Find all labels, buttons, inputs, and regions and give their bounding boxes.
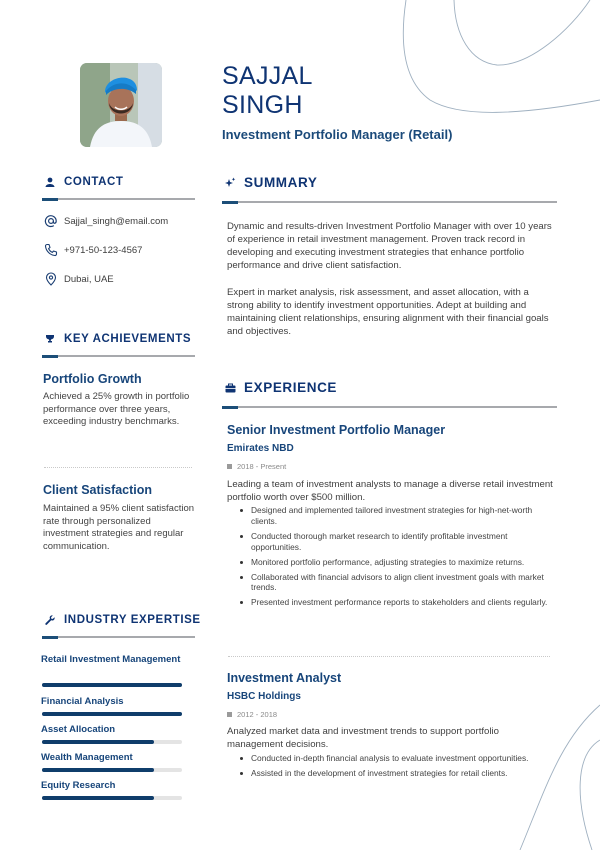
skill-bar-fill — [42, 768, 154, 772]
phone-icon — [44, 243, 58, 257]
contact-heading-label: CONTACT — [64, 176, 124, 188]
at-sign-icon — [44, 214, 58, 228]
achievement-description: Maintained a 95% client satisfaction rate through personalized investment strategies and regular communication. — [43, 503, 195, 552]
job-title: Investment Analyst — [227, 671, 342, 685]
job-bullet: Assisted in the development of investment strategies for retail clients. — [238, 768, 548, 779]
achievement-title: Client Satisfaction — [43, 483, 153, 497]
location-text: Dubai, UAE — [64, 273, 114, 285]
job-bullet: Presented investment performance reports to stakeholders and clients regularly. — [238, 597, 548, 608]
job-bullet: Conducted thorough market research to identify profitable investment opportunities. — [238, 531, 548, 553]
skill-label: Retail Investment Management — [41, 654, 181, 665]
job-bullet-list — [238, 505, 548, 612]
wrench-icon — [44, 614, 56, 626]
job-bullet: Monitored portfolio performance, adjusting strategies to maximize returns. — [238, 557, 548, 568]
profile-photo — [80, 63, 162, 147]
achievements-divider — [42, 355, 195, 357]
job-bullet: Collaborated with financial advisors to align client investment goals with market trends. — [238, 572, 548, 594]
last-name: SINGH — [222, 91, 303, 119]
sparkle-icon — [224, 177, 236, 189]
skill-bar — [42, 768, 182, 772]
job-description: Analyzed market data and investment trends to support portfolio management decisions. — [227, 726, 499, 750]
contact-location — [44, 272, 114, 286]
skill-label: Wealth Management — [41, 752, 133, 763]
achievement-title: Portfolio Growth — [43, 372, 142, 386]
job-bullet-list — [238, 753, 548, 783]
skill-bar — [42, 683, 182, 687]
summary-heading — [224, 175, 317, 190]
email-text: Sajjal_singh@email.com — [64, 215, 169, 227]
skill-label: Asset Allocation — [41, 724, 116, 735]
first-name: SAJJAL — [222, 62, 313, 90]
contact-heading — [44, 176, 124, 188]
location-pin-icon — [44, 272, 58, 286]
contact-email[interactable] — [44, 214, 168, 228]
experience-divider — [222, 406, 557, 408]
job-bullet: Conducted in-depth financial analysis to evaluate investment opportunities. — [238, 753, 548, 764]
trophy-icon — [44, 333, 56, 345]
summary-divider — [222, 201, 557, 203]
expertise-heading — [44, 614, 201, 626]
experience-heading-label: EXPERIENCE — [244, 380, 338, 395]
summary-heading-label: SUMMARY — [244, 175, 318, 190]
candidate-name — [222, 62, 313, 120]
skill-label: Equity Research — [41, 780, 116, 791]
briefcase-icon — [224, 382, 236, 394]
contact-phone[interactable] — [44, 243, 142, 257]
job-title-headline: Investment Portfolio Manager (Retail) — [222, 127, 453, 142]
job-dates-text: 2018 - Present — [237, 462, 287, 471]
achievement-description: Achieved a 25% growth in portfolio performance over three years, exceeding industry benchmarks. — [43, 391, 190, 427]
person-icon — [44, 176, 56, 188]
job-company: HSBC Holdings — [227, 691, 301, 702]
calendar-icon — [227, 464, 232, 469]
skill-label: Financial Analysis — [41, 696, 124, 707]
summary-paragraph: Dynamic and results-driven Investment Portfolio Manager with over 10 years of experience in retail investment management. Proven track record in developing and executing investment strategies that enhance portfolio performance and drive client satisfaction. — [227, 221, 552, 271]
skill-bar-fill — [42, 712, 182, 716]
job-dates — [227, 710, 277, 719]
contact-divider — [42, 198, 195, 200]
skill-bar-fill — [42, 796, 154, 800]
job-title: Senior Investment Portfolio Manager — [227, 423, 446, 437]
job-bullet: Designed and implemented tailored investment strategies for high-net-worth clients. — [238, 505, 548, 527]
skill-bar — [42, 712, 182, 716]
expertise-divider — [42, 636, 195, 638]
job-company: Emirates NBD — [227, 443, 294, 454]
achievements-heading — [44, 333, 191, 345]
skill-bar — [42, 740, 182, 744]
calendar-icon — [227, 712, 232, 717]
experience-heading — [224, 380, 337, 395]
achievement-separator — [44, 467, 192, 468]
job-separator — [228, 656, 550, 657]
job-description: Leading a team of investment analysts to manage a diverse retail investment portfolio worth over $500 million. — [227, 479, 553, 503]
expertise-heading-label: INDUSTRY EXPERTISE — [64, 614, 201, 626]
skill-bar — [42, 796, 182, 800]
skill-bar-fill — [42, 683, 182, 687]
job-dates — [227, 462, 286, 471]
job-dates-text: 2012 - 2018 — [237, 710, 278, 719]
achievements-heading-label: KEY ACHIEVEMENTS — [64, 333, 192, 345]
phone-text: +971-50-123-4567 — [64, 244, 143, 256]
summary-paragraph: Expert in market analysis, risk assessment, and asset allocation, with a strong ability to identify investment opportunities. Adept at building and maintaining client relationships, ensuring alignment with their financial goals and objectives. — [227, 287, 549, 337]
skill-bar-fill — [42, 740, 154, 744]
